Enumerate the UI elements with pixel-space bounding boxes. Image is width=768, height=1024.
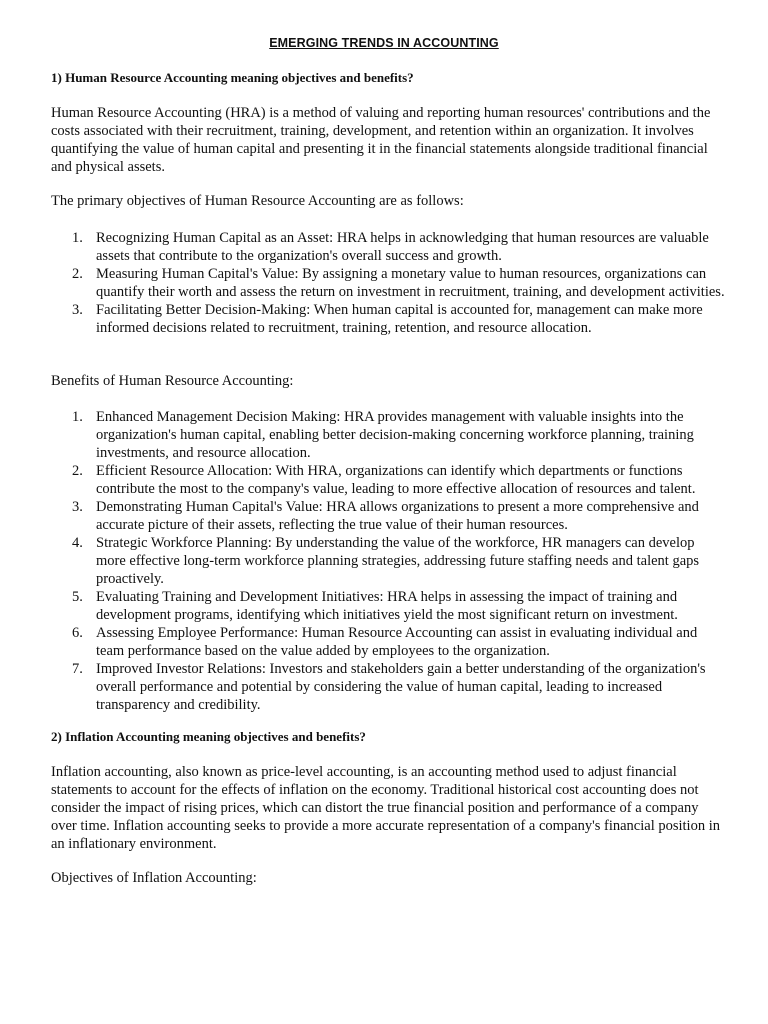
- section-2-intro: Inflation accounting, also known as price-level accounting, is an accounting method used to adjust financial statements to account for the effects of inflation on the economy. Traditional historical cost accounting does not consider the impact of rising prices, which can distort the true financial position and performance of a company over time. Inflation accounting seeks to provide a more accurate representation of a company's financial position in an inflationary environment.: [51, 764, 720, 852]
- list-number: 2.: [72, 463, 83, 479]
- section-1-benefits-lead: Benefits of Human Resource Accounting:: [51, 373, 294, 389]
- list-item: [72, 301, 726, 337]
- list-number: 6.: [72, 625, 83, 641]
- list-item-text: Assessing Employee Performance: Human Resource Accounting can assist in evaluating individual and team performance based on the value added by employees to the organization.: [96, 625, 698, 659]
- list-item: [72, 660, 726, 714]
- hra-objectives-list: [72, 229, 726, 337]
- list-item-text: Measuring Human Capital's Value: By assigning a monetary value to human resources, organizations can quantify their worth and assess the return on investment in recruitment, training, and development activities.: [96, 266, 725, 300]
- list-item-text: Facilitating Better Decision-Making: When human capital is accounted for, management can make more informed decisions related to recruitment, training, retention, and resource allocation.: [96, 302, 703, 336]
- section-2-objectives-lead: Objectives of Inflation Accounting:: [51, 870, 257, 886]
- list-item-text: Evaluating Training and Development Initiatives: HRA helps in assessing the impact of training and development programs, identifying which initiatives yield the most significant return on investment.: [96, 589, 678, 623]
- section-1-heading: 1) Human Resource Accounting meaning objectives and benefits?: [51, 70, 414, 85]
- list-item-text: Recognizing Human Capital as an Asset: HRA helps in acknowledging that human resources are valuable assets that contribute to the organization's overall success and growth.: [96, 230, 709, 264]
- section-1-intro: Human Resource Accounting (HRA) is a method of valuing and reporting human resources' contributions and the costs associated with their recruitment, training, development, and retention within an organization. It involves quantifying the value of human capital and presenting it in the financial statements alongside traditional financial and physical assets.: [51, 105, 711, 175]
- list-item: [72, 265, 726, 301]
- list-number: 2.: [72, 266, 83, 282]
- list-item: [72, 534, 726, 588]
- list-item-text: Strategic Workforce Planning: By understanding the value of the workforce, HR managers can develop more effective long-term workforce planning strategies, addressing future staffing needs and talent gaps proactively.: [96, 535, 700, 587]
- hra-benefits-list: [72, 408, 726, 714]
- list-number: 4.: [72, 535, 83, 551]
- list-item-text: Efficient Resource Allocation: With HRA, organizations can identify which departments or functions contribute the most to the company's value, leading to more effective allocation of resources and talent.: [96, 463, 696, 497]
- list-item: [72, 624, 726, 660]
- list-item-text: Enhanced Management Decision Making: HRA provides management with valuable insights into the organization's human capital, enabling better decision-making concerning workforce planning, training investments, and resource allocation.: [96, 409, 694, 461]
- document-title: EMERGING TRENDS IN ACCOUNTING: [269, 36, 499, 50]
- list-number: 7.: [72, 661, 83, 677]
- section-2-heading: 2) Inflation Accounting meaning objectives and benefits?: [51, 729, 366, 744]
- list-item: [72, 408, 726, 462]
- section-1-objectives-lead: The primary objectives of Human Resource Accounting are as follows:: [51, 193, 464, 209]
- list-number: 5.: [72, 589, 83, 605]
- list-number: 1.: [72, 409, 83, 425]
- list-item: [72, 229, 726, 265]
- list-number: 1.: [72, 230, 83, 246]
- list-item-text: Demonstrating Human Capital's Value: HRA allows organizations to present a more comprehensive and accurate picture of their assets, reflecting the true value of their human resources.: [96, 499, 699, 533]
- list-item: [72, 462, 726, 498]
- list-number: 3.: [72, 499, 83, 515]
- list-item: [72, 588, 726, 624]
- list-item-text: Improved Investor Relations: Investors and stakeholders gain a better understanding of the organization's overall performance and potential by considering the value of human capital, leading to increased transparency and credibility.: [96, 661, 706, 713]
- list-number: 3.: [72, 302, 83, 318]
- list-item: [72, 498, 726, 534]
